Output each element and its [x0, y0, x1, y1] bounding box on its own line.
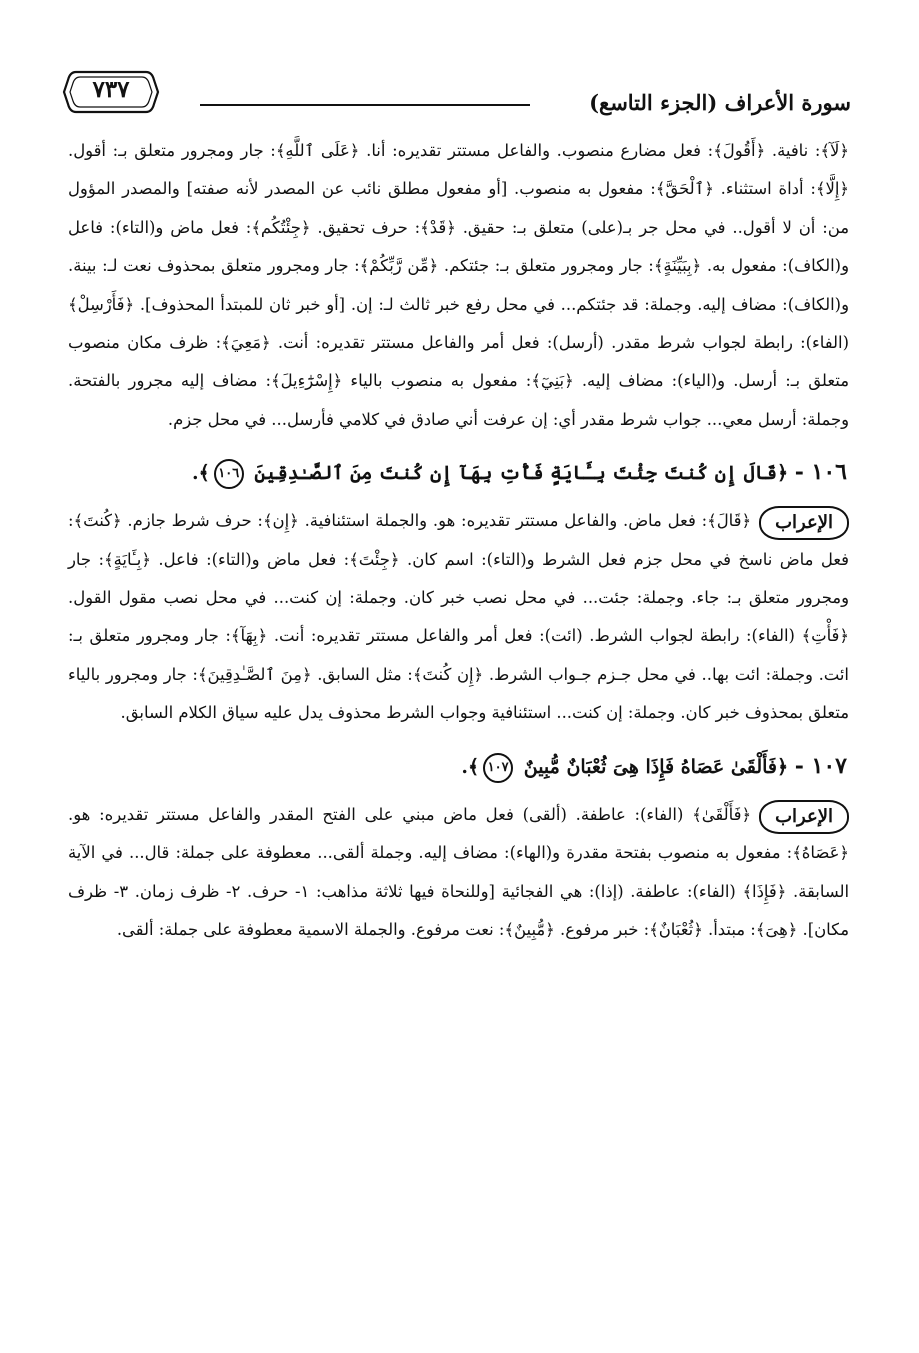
ayah-end-mark: ١٠٧	[483, 753, 513, 783]
page-header	[62, 60, 851, 120]
header-rule	[200, 104, 530, 106]
verse-close: ﴾.	[192, 462, 210, 485]
verse-text: ﴿قَالَ إِن كُنتَ جِئْتَ بِـَٔايَةٍ فَأْتِ بِهَآ إِن كُنتَ مِنَ ٱلصَّـٰدِقِينَ	[254, 462, 789, 485]
page-body	[68, 132, 849, 955]
irab-paragraph-106: ﴿قَالَ﴾: فعل ماض. والفاعل مستتر تقديره: هو. والجملة استئنافية. ﴿إِن﴾: حرف شرط جازم. ﴿كُنتَ﴾: فعل ماض ناسخ في محل جزم فعل الشرط و(التاء): اسم كان. ﴿جِئْتَ﴾: فعل ماض و(التاء): فاعل. ﴿بِـَٔايَةٍ﴾: جار ومجرور متعلق بـ: جاء. وجملة: جئت... في محل نصب خبر كان. وجملة: إن كنت... في محل نصب مقول القول. ﴿فَأْتِ﴾ (الفاء): رابطة لجواب الشرط. (ائت): فعل أمر والفاعل مستتر تقديره: أنت. ﴿بِهَآ﴾: جار ومجرور متعلق بـ: ائت. وجملة: ائت بها.. في محل جـزم جـواب الشرط. ﴿إِن كُنتَ﴾: مثل السابق. ﴿مِنَ ٱلصَّـٰدِقِينَ﴾: جار ومجرور بالياء متعلق بمحذوف خبر كان. وجملة: إن كنت... استئنافية وجواب الشرط محذوف يدل عليه سياق الكلام السابق.	[68, 511, 849, 723]
irab-section-107	[68, 796, 849, 950]
verse-number: ١٠٧ -	[794, 752, 847, 779]
verse-close: ﴾.	[461, 755, 480, 778]
irab-label-badge: الإعراب	[759, 506, 849, 540]
irab-section-106	[68, 502, 849, 732]
verse-106	[68, 453, 849, 492]
verse-text: ﴿فَأَلْقَىٰ عَصَاهُ فَإِذَا هِىَ ثُعْبَانٌ مُّبِينٌ	[523, 755, 789, 778]
verse-number: ١٠٦ -	[794, 459, 847, 486]
irab-paragraph-107: ﴿فَأَلْقَىٰ﴾ (الفاء): عاطفة. (ألقى) فعل ماض مبني على الفتح المقدر والفاعل مستتر تقديره: هو. ﴿عَصَاهُ﴾: مفعول به منصوب بفتحة مقدرة و(الهاء): مضاف إليه. وجملة ألقى... معطوفة على جملة: قال... في الآية السابقة. ﴿فَإِذَا﴾ (الفاء): عاطفة. (إذا): هي الفجائية [وللنحاة فيها ثلاثة مذاهب: ١- حرف. ٢- ظرف زمان. ٣- ظرف مكان]. ﴿هِىَ﴾: مبتدأ. ﴿ثُعْبَانٌ﴾: خبر مرفوع. ﴿مُّبِينٌ﴾: نعت مرفوع. والجملة الاسمية معطوفة على جملة: ألقى.	[68, 804, 849, 939]
ayah-end-mark: ١٠٦	[214, 459, 244, 489]
irab-paragraph-105: ﴿لَآ﴾: نافية. ﴿أَقُولَ﴾: فعل مضارع منصوب. والفاعل مستتر تقديره: أنا. ﴿عَلَى ٱللَّهِ﴾: جار ومجرور متعلق بـ: أقول. ﴿إِلَّا﴾: أداة استثناء. ﴿ٱلْحَقَّ﴾: مفعول به منصوب. [أو مفعول مطلق نائب عن المصدر لأنه صفته] والمصدر المؤول من: أن لا أقول.. في محل جر بـ(على) متعلق بـ: حقيق. ﴿قَدْ﴾: حرف تحقيق. ﴿جِئْتُكُم﴾: فعل ماض و(التاء): فاعل و(الكاف): مفعول به. ﴿بِبَيِّنَةٍ﴾: جار ومجرور متعلق بـ: جئتكم. ﴿مِّن رَّبِّكُمْ﴾: جار ومجرور متعلق بمحذوف نعت لـ: بينة. و(الكاف): مضاف إليه. وجملة: قد جئتكم... في محل رفع خبر ثالث لـ: إن. [أو خبر ثان للمبتدأ المحذوف]. ﴿فَأَرْسِلْ﴾ (الفاء): رابطة لجواب شرط مقدر. (أرسل): فعل أمر والفاعل مستتر تقديره: أنت. ﴿مَعِيَ﴾: ظرف مكان منصوب متعلق بـ: أرسل. و(الياء): مضاف إليه. ﴿بَنِيٓ﴾: مفعول به منصوب بالياء ﴿إِسْرَٰٓءِيلَ﴾: مضاف إليه مجرور بالفتحة. وجملة: أرسل معي... جواب شرط مقدر أي: إن عرفت أني صادق في كلامي فأرسل... في محل جزم.	[68, 141, 849, 429]
page-number: ٧٣٧	[92, 76, 130, 103]
page-number-ornament	[62, 66, 160, 118]
irab-label-badge: الإعراب	[759, 800, 849, 834]
verse-107	[68, 747, 849, 786]
surah-title: سورة الأعراف (الجزء التاسع)	[589, 90, 851, 115]
